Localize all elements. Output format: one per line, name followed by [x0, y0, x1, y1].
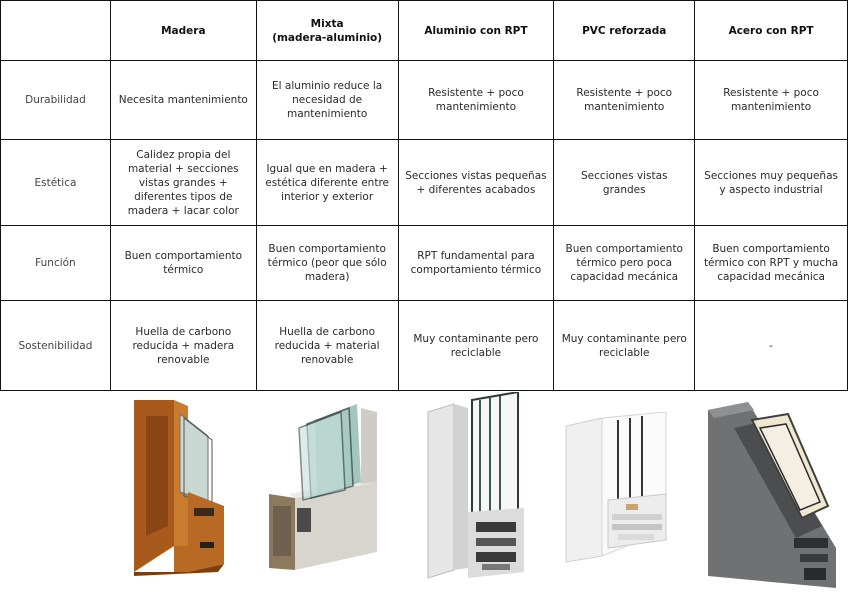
window-profile-images [0, 390, 848, 599]
row-label-durabilidad: Durabilidad [1, 61, 111, 140]
header-madera: Madera [110, 1, 256, 61]
table-cell: Buen comportamiento térmico con RPT y mucha capacidad mecánica [695, 226, 848, 301]
table-cell: Secciones vistas pequeñas + diferentes acabados [398, 140, 554, 226]
table-cell: Calidez propia del material + secciones vistas grandes + diferentes tipos de madera + lacar color [110, 140, 256, 226]
table-cell: - [695, 301, 848, 391]
table-cell: Secciones vistas grandes [554, 140, 695, 226]
table-row [1, 226, 848, 301]
table-cell: Resistente + poco mantenimiento [695, 61, 848, 140]
table-row [1, 140, 848, 226]
row-label-sostenibilidad: Sostenibilidad [1, 301, 111, 391]
table-row [1, 61, 848, 140]
header-aluminio: Aluminio con RPT [398, 1, 554, 61]
table-cell: Huella de carbono reducida + material renovable [256, 301, 398, 391]
pvc-window-image [562, 410, 672, 570]
table-cell: Buen comportamiento térmico (peor que sólo madera) [256, 226, 398, 301]
header-acero: Acero con RPT [695, 1, 848, 61]
table-cell: Igual que en madera + estética diferente entre interior y exterior [256, 140, 398, 226]
table-cell: Resistente + poco mantenimiento [554, 61, 695, 140]
table-cell: El aluminio reduce la necesidad de mantenimiento [256, 61, 398, 140]
table-cell: Buen comportamiento térmico [110, 226, 256, 301]
row-label-funcion: Función [1, 226, 111, 301]
header-mixta: Mixta (madera-aluminio) [256, 1, 398, 61]
corner-cell [1, 1, 111, 61]
table-row [1, 301, 848, 391]
table-cell: Huella de carbono reducida + madera renovable [110, 301, 256, 391]
table-cell: Necesita mantenimiento [110, 61, 256, 140]
table-cell: Muy contaminante pero reciclable [398, 301, 554, 391]
wood-window-image [128, 396, 228, 576]
aluminum-rpt-window-image [424, 392, 534, 582]
table-cell: Secciones muy pequeñas y aspecto industrial [695, 140, 848, 226]
table-cell: RPT fundamental para comportamiento térmico [398, 226, 554, 301]
steel-rpt-window-image [704, 398, 840, 588]
wood-aluminum-window-image [265, 402, 385, 572]
table-cell: Muy contaminante pero reciclable [554, 301, 695, 391]
header-row [1, 1, 848, 61]
table-cell: Resistente + poco mantenimiento [398, 61, 554, 140]
row-label-estetica: Estética [1, 140, 111, 226]
table-cell: Buen comportamiento térmico pero poca capacidad mecánica [554, 226, 695, 301]
header-pvc: PVC reforzada [554, 1, 695, 61]
